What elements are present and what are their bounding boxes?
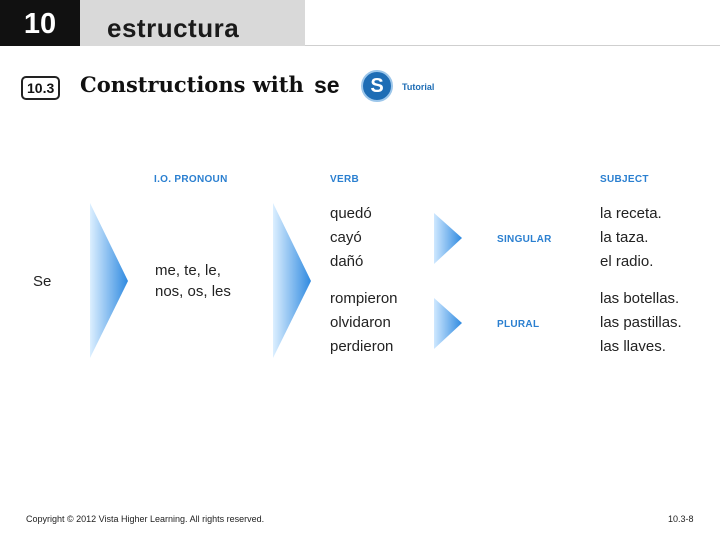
arrow-plural (434, 298, 462, 349)
pronouns-line-2: nos, os, les (155, 283, 231, 300)
verb-plural-1: rompieron (330, 290, 398, 307)
verb-singular-2: cayó (330, 229, 362, 246)
tutorial-icon[interactable]: S (361, 70, 393, 102)
arrow-pronoun-to-verb (273, 203, 311, 358)
subject-plural-1: las botellas. (600, 290, 680, 307)
column-header-io-pronoun: I.O. PRONOUN (154, 174, 228, 185)
se-label: Se (33, 273, 52, 290)
column-header-verb: VERB (330, 174, 359, 185)
arrow-singular (434, 213, 462, 264)
slide-number: 10.3-8 (668, 514, 694, 524)
subject-plural-2: las pastillas. (600, 314, 682, 331)
chapter-number: 10 (23, 8, 57, 40)
io-pronoun-list (155, 260, 231, 302)
verb-plural-2: olvidaron (330, 314, 391, 331)
pronouns-line-1: me, te, le, (155, 262, 221, 279)
copyright-notice: Copyright © 2012 Vista Higher Learning. All rights reserved. (26, 514, 265, 524)
section-title-keyword: se (314, 72, 340, 98)
tutorial-link[interactable]: Tutorial (402, 82, 435, 92)
column-header-subject: SUBJECT (600, 174, 649, 185)
section-title: Constructions with (80, 72, 304, 97)
subject-plural-3: las llaves. (600, 338, 666, 355)
verb-singular-3: dañó (330, 253, 364, 270)
singular-label: SINGULAR (497, 234, 552, 245)
subject-singular-3: el radio. (600, 253, 654, 270)
arrow-se-to-pronoun (90, 203, 128, 358)
section-number-badge: 10.3 (21, 76, 60, 100)
chapter-title: estructura (107, 13, 240, 43)
plural-label: PLURAL (497, 319, 540, 330)
verb-singular-1: quedó (330, 205, 372, 222)
verb-plural-3: perdieron (330, 338, 394, 355)
subject-singular-2: la taza. (600, 229, 649, 246)
subject-singular-1: la receta. (600, 205, 662, 222)
